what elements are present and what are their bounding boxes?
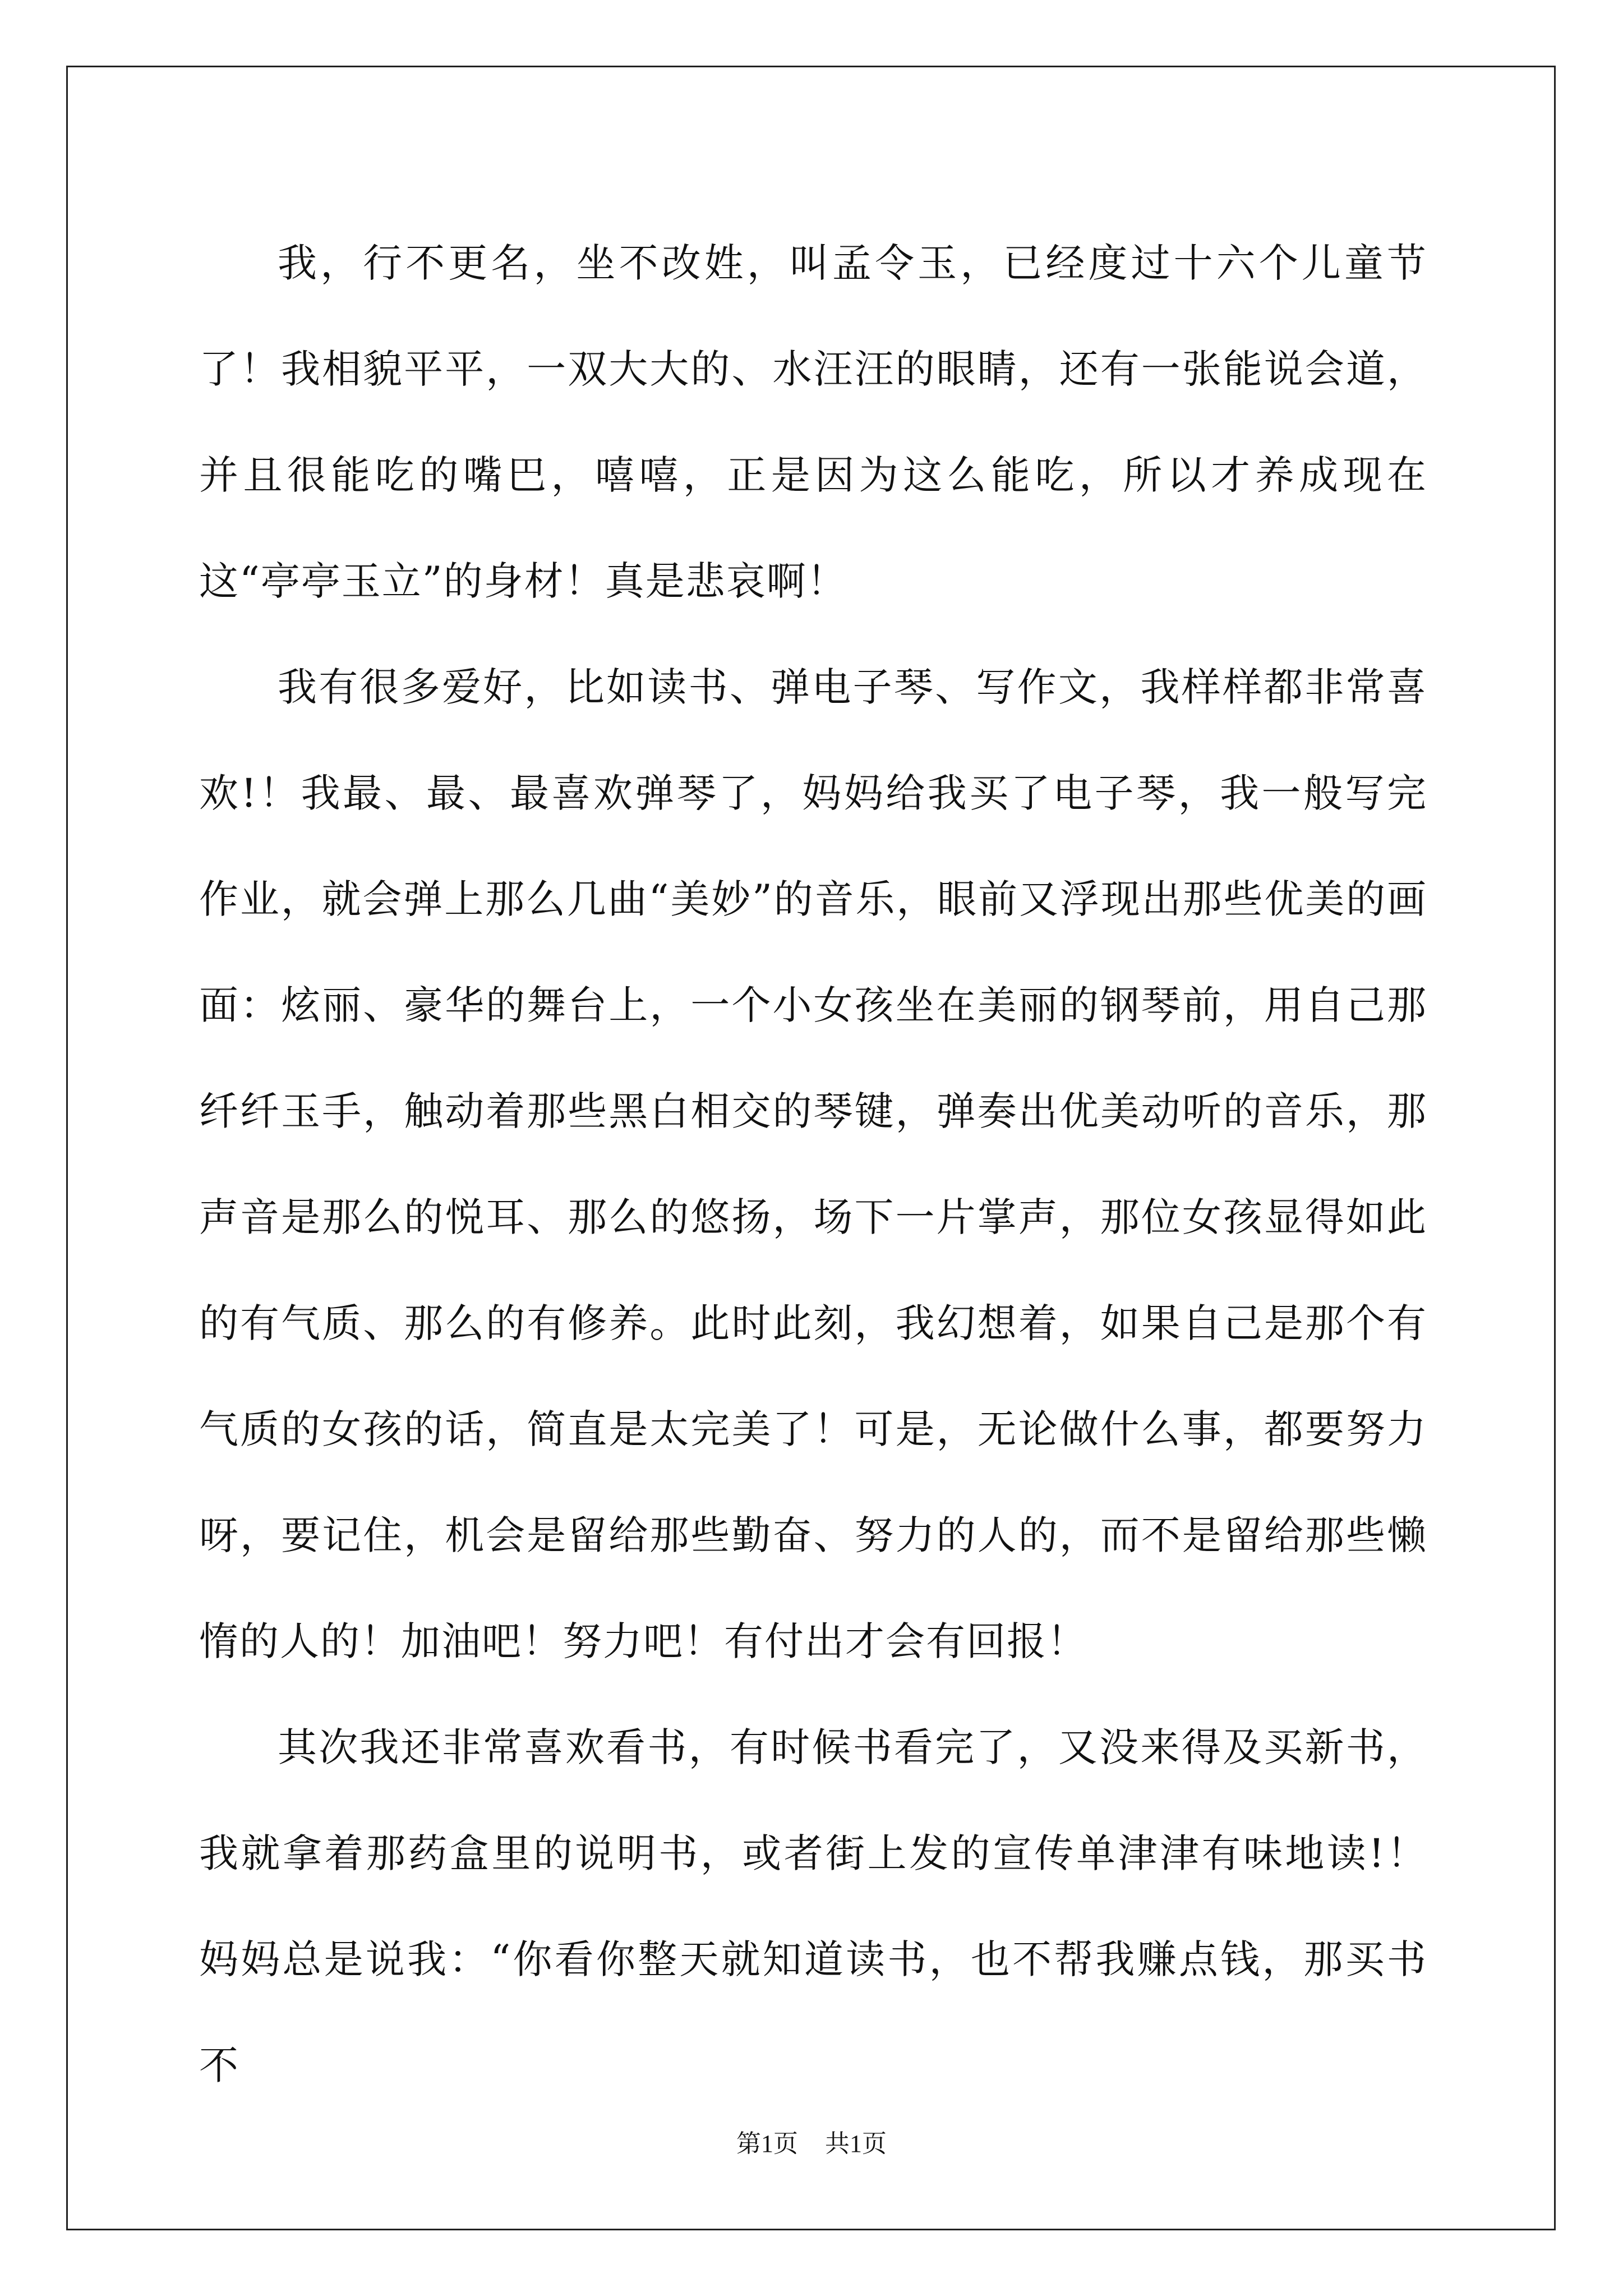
paragraph-intro: 我，行不更名，坐不改姓，叫孟令玉，已经度过十六个儿童节了！我相貌平平，一双大大的、水汪汪的眼睛，还有一张能说会道，并且很能吃的嘴巴，嘻嘻，正是因为这么能吃，所以才养成现在这“亭亭玉立”的身材！真是悲哀啊！	[199, 240, 1427, 604]
paragraph-reading: 其次我还非常喜欢看书，有时候书看完了，又没来得及买新书，我就拿着那药盒里的说明书，或者街上发的宣传单津津有味地读!！妈妈总是说我：“你看你整天就知道读书，也不帮我赚点钱，那买书不	[199, 1724, 1427, 2088]
document-body	[199, 210, 1427, 2119]
page-number-total: 共1页	[825, 2130, 887, 2157]
paragraph-hobbies: 我有很多爱好，比如读书、弹电子琴、写作文，我样样都非常喜欢!！我最、最、最喜欢弹琴了，妈妈给我买了电子琴，我一般写完作业，就会弹上那么几曲“美妙”的音乐，眼前又浮现出那些优美的画面：炫丽、豪华的舞台上，一个小女孩坐在美丽的钢琴前，用自己那纤纤玉手，触动着那些黑白相交的琴键，弹奏出优美动听的音乐，那声音是那么的悦耳、那么的悠扬，场下一片掌声，那位女孩显得如此的有气质、那么的有修养。此时此刻，我幻想着，如果自己是那个有气质的女孩的话，简直是太完美了！可是，无论做什么事，都要努力呀，要记住，机会是留给那些勤奋、努力的人的，而不是留给那些懒惰的人的！加油吧！努力吧！有付出才会有回报！	[199, 664, 1427, 1664]
page-number-current: 第1页	[736, 2130, 798, 2157]
page-footer	[0, 2127, 1623, 2161]
